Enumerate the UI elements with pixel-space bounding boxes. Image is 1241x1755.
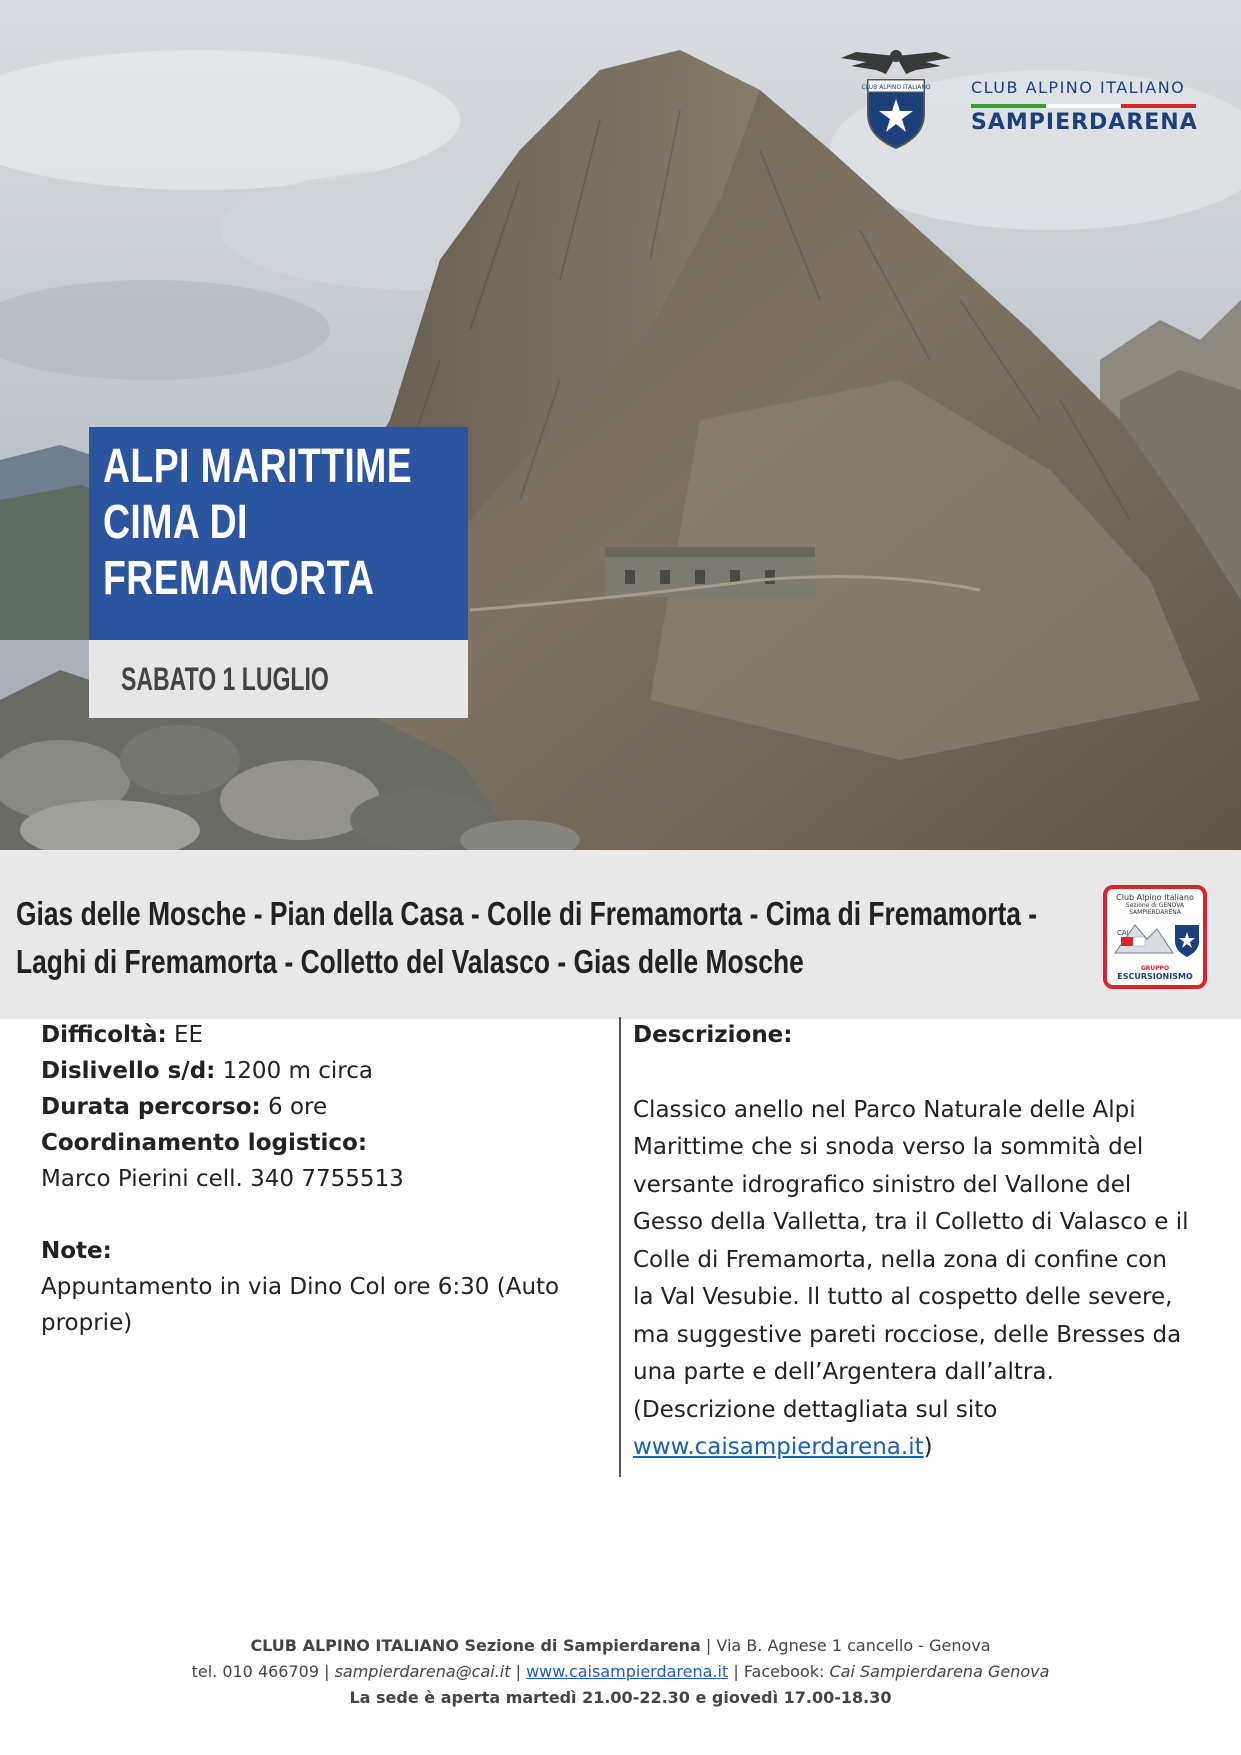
footer-line-2 xyxy=(0,1659,1241,1685)
badge-footer-line-1: GRUPPO xyxy=(1140,965,1170,972)
route-band xyxy=(0,850,1241,1019)
route-line-2: Laghi di Fremamorta - Colletto del Valasco - Gias delle Mosche xyxy=(16,943,804,980)
notes-label xyxy=(41,1233,601,1269)
title-line-3: FREMAMORTA xyxy=(103,552,375,605)
footer-email[interactable]: sampierdarena@cai.it xyxy=(334,1662,511,1681)
event-title-box xyxy=(89,427,468,640)
svg-text:CLUB ALPINO ITALIANO: CLUB ALPINO ITALIANO xyxy=(861,84,931,91)
description-line: versante idrografico sinistro del Vallone del xyxy=(633,1171,1132,1198)
elevation-label: Dislivello s/d: xyxy=(41,1058,216,1084)
badge-header-line-3: SAMPIERDARENA xyxy=(1129,909,1181,916)
notes-label-text: Note: xyxy=(41,1238,112,1264)
description-line: Classico anello nel Parco Naturale delle Alpi xyxy=(633,1096,1136,1123)
elevation-value: 1200 m circa xyxy=(215,1058,373,1084)
coordination-label-text: Coordinamento logistico: xyxy=(41,1130,368,1156)
escursionismo-badge xyxy=(1103,885,1207,989)
duration-row xyxy=(41,1089,601,1125)
title-line-2: CIMA DI xyxy=(103,496,248,549)
cai-eagle-emblem-icon xyxy=(836,44,956,154)
description-title: Descrizione: xyxy=(633,1022,793,1048)
event-date: SABATO 1 LUGLIO xyxy=(121,661,329,697)
footer-org: CLUB ALPINO ITALIANO Sezione di Sampierdarena xyxy=(250,1636,701,1655)
duration-value: 6 ore xyxy=(260,1094,328,1120)
column-divider xyxy=(619,1017,621,1477)
footer-sep-2: | Facebook: xyxy=(728,1662,830,1681)
coordination-value: Marco Pierini cell. 340 7755513 xyxy=(41,1166,404,1192)
notes-line-1: Appuntamento in via Dino Col ore 6:30 (Auto xyxy=(41,1274,560,1300)
difficulty-row xyxy=(41,1017,601,1053)
badge-footer-line-2: ESCURSIONISMO xyxy=(1117,972,1193,981)
cai-sampierdarena-logo xyxy=(836,44,1196,154)
footer-hours: La sede è aperta martedì 21.00-22.30 e giovedì 17.00-18.30 xyxy=(349,1688,892,1707)
badge-header-line-2: Sezione di GENOVA xyxy=(1125,902,1185,909)
badge-header xyxy=(1107,893,1203,916)
duration-label: Durata percorso: xyxy=(41,1094,261,1120)
description-link-suffix: ) xyxy=(923,1434,933,1460)
difficulty-label: Difficoltà: xyxy=(41,1022,167,1048)
badge-header-line-1: Club Alpino Italiano xyxy=(1116,893,1194,902)
website-link[interactable]: www.caisampierdarena.it xyxy=(633,1434,924,1460)
description-line: Gesso della Valletta, tra il Colletto di Valasco e il xyxy=(633,1209,1189,1235)
description-link-line xyxy=(633,1429,1213,1467)
route-description xyxy=(16,890,1216,986)
description-line: una parte e dell’Argentera dall’altra. xyxy=(633,1359,1054,1385)
description-line: Colle di Fremamorta, nella zona di confine con xyxy=(633,1246,1167,1273)
footer-website-link[interactable]: www.caisampierdarena.it xyxy=(526,1662,729,1681)
trip-description xyxy=(633,1017,1213,1467)
notes-line-2: proprie) xyxy=(41,1310,133,1336)
logo-tricolor-stripe xyxy=(971,104,1196,108)
title-line-1: ALPI MARITTIME xyxy=(103,440,413,493)
footer-facebook[interactable]: Cai Sampierdarena Genova xyxy=(829,1662,1050,1681)
badge-mountain-icon xyxy=(1113,915,1201,959)
elevation-row xyxy=(41,1053,601,1089)
footer-phone: tel. 010 466709 | xyxy=(191,1662,335,1681)
page-footer xyxy=(0,1633,1241,1711)
trip-info xyxy=(41,1017,601,1341)
logo-club-name: CLUB ALPINO ITALIANO xyxy=(971,78,1186,97)
route-line-1: Gias delle Mosche - Pian della Casa - Colle di Fremamorta - Cima di Fremamorta - xyxy=(16,895,1038,932)
difficulty-value: EE xyxy=(166,1022,204,1048)
footer-line-3 xyxy=(0,1685,1241,1711)
logo-section-name: SAMPIERDARENA xyxy=(971,110,1198,135)
description-line: la Val Vesubie. Il tutto al cospetto delle severe, xyxy=(633,1284,1173,1310)
event-date-box xyxy=(89,640,468,718)
badge-footer xyxy=(1107,965,1203,981)
description-line: ma suggestive pareti rocciose, delle Bresses da xyxy=(633,1321,1182,1348)
description-line: (Descrizione dettagliata sul sito xyxy=(633,1396,998,1423)
badge-flag-letters: CAI xyxy=(1117,929,1129,937)
footer-line-1 xyxy=(0,1633,1241,1659)
spacer xyxy=(41,1197,601,1233)
description-line: Marittime che si snoda verso la sommità del xyxy=(633,1134,1144,1160)
footer-sep-1: | xyxy=(510,1662,527,1681)
coordination-label xyxy=(41,1125,601,1161)
footer-address: | Via B. Agnese 1 cancello - Genova xyxy=(700,1636,991,1655)
